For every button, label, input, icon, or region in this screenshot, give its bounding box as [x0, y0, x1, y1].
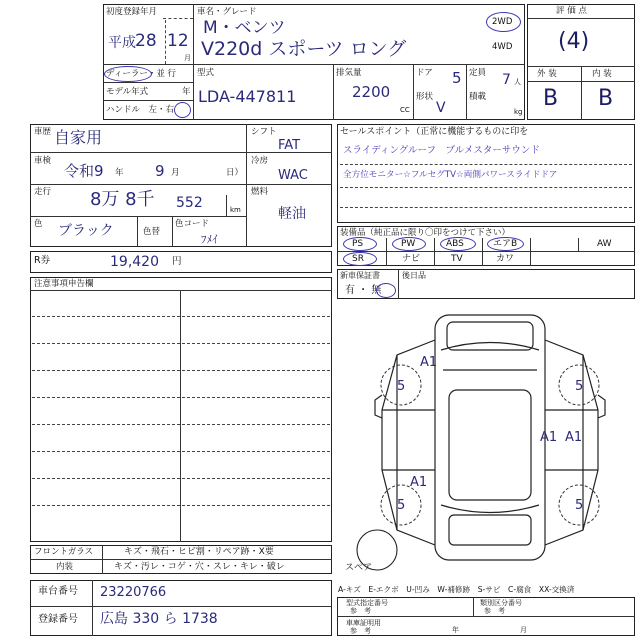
warranty-selected-circle — [376, 283, 396, 298]
displacement-value: 2200 — [352, 83, 391, 101]
mileage-label: 走行 — [34, 187, 52, 197]
mileage-value: 8万 8千 — [90, 189, 155, 210]
warranty-label: 新車保証書 — [340, 271, 380, 280]
handle-circle — [174, 102, 191, 118]
reg-label: 登録番号 — [38, 614, 78, 625]
equip-ps-circle — [343, 237, 377, 251]
warranty-value: 有 ・ 無 — [345, 285, 382, 296]
inspection-month: 9 — [155, 162, 165, 180]
header-block — [103, 4, 525, 120]
equip-pw: PW — [401, 239, 416, 249]
mark-tire-rl: 5 — [397, 498, 406, 513]
equipment-label: 装備品（純正品に限り〇印をつけて下さい） — [340, 228, 511, 238]
doors-value: 5 — [452, 69, 462, 87]
inspection-era: 令和9 — [64, 162, 104, 180]
equip-abs: ABS — [446, 239, 464, 249]
equip-sr: SR — [352, 254, 364, 264]
car-diagram — [337, 300, 635, 580]
aircon-value: WAC — [278, 168, 308, 183]
capacity-value: 7 — [502, 72, 511, 88]
shape-value: V — [436, 100, 446, 116]
sales-point-line-2: 全方位モニター☆フルセグTV☆両側パワースライドドア — [343, 170, 558, 180]
inspection-month-unit: 月 — [171, 168, 180, 178]
shift-label: シフト — [251, 127, 277, 137]
interior-cond-label: 内装 — [56, 562, 74, 572]
dealer-label: ディーラー・並 行 — [106, 69, 177, 79]
sales-points-label: セールスポイント（正常に機能するものに印を — [340, 127, 529, 137]
equip-airbag-circle — [487, 237, 524, 251]
notes-label: 注意事項申告欄 — [34, 279, 94, 289]
mark-a1-right-1: A1 — [540, 430, 558, 445]
model-year-unit: 年 — [182, 87, 191, 97]
inspection-label: 車検 — [34, 156, 52, 166]
cc-unit: CC — [400, 106, 410, 114]
color-value: ブラック — [58, 223, 114, 239]
cat-ref: 参 考 — [484, 607, 505, 615]
type-label: 型式 — [197, 68, 215, 78]
first-reg-month: 12 — [167, 31, 189, 51]
history-value: 自家用 — [54, 128, 103, 147]
glass-label: フロントガラス — [34, 547, 93, 557]
doors-label: ドア — [416, 68, 433, 78]
history-label: 車歴 — [34, 127, 52, 137]
score-label: 評 価 点 — [556, 6, 587, 16]
model-year-label: モデル年式 — [106, 87, 149, 97]
equip-tv: TV — [451, 254, 463, 264]
displacement-label: 排気量 — [336, 68, 362, 78]
equip-aw: AW — [597, 239, 612, 249]
mark-a1-right-2: A1 — [565, 430, 583, 445]
drive-2wd: 2WD — [492, 17, 513, 27]
cert-ref: 参 考 — [350, 627, 371, 635]
load-label: 積載 — [469, 92, 487, 102]
shape-label: 形状 — [416, 92, 434, 102]
car-name: M・ベンツ — [203, 18, 286, 38]
cert-unit-month: 月 — [520, 626, 527, 634]
mark-tire-rr: 5 — [575, 498, 584, 513]
interior-label: 内 装 — [592, 69, 612, 79]
type-spec-label: 型式指定番号 — [346, 599, 388, 607]
type-value: LDA-447811 — [198, 87, 297, 106]
interior-value: B — [598, 86, 614, 111]
car-name-label: 車名・グレード — [197, 7, 257, 17]
capacity-label: 定員 — [469, 68, 487, 78]
fuel-label: 燃料 — [251, 187, 269, 197]
recycle-unit: 円 — [172, 256, 182, 267]
type-spec-ref: 参 考 — [350, 607, 371, 615]
mileage-rest: 552 — [176, 195, 203, 211]
km-unit: km — [230, 206, 241, 214]
mark-a1-front-left: A1 — [420, 355, 438, 370]
chassis-label: 車台番号 — [38, 586, 78, 597]
glass-text: キズ・飛石・ヒビ割・リペア跡・X要 — [124, 547, 274, 557]
mark-tire-fr: 5 — [575, 379, 584, 394]
equip-pw-circle — [392, 237, 426, 251]
fuel-value: 軽油 — [278, 206, 306, 222]
first-reg-label: 初度登録年月 — [106, 7, 158, 17]
inspection-year-unit: 年 — [115, 168, 124, 178]
cat-label: 類別区分番号 — [480, 599, 522, 607]
cert-label: 車庫証明用 — [346, 619, 381, 627]
cert-unit-year: 年 — [452, 626, 459, 634]
first-reg-era: 平成 — [108, 35, 136, 51]
after-parts-label: 後日品 — [402, 271, 426, 280]
drive-4wd: 4WD — [492, 42, 513, 52]
handle-label: ハンドル 左・右 — [106, 105, 175, 115]
color-code-value: ﾌﾒｲ — [201, 233, 218, 246]
reg-value: 広島 330 ら 1738 — [100, 611, 218, 627]
drive-2wd-circle — [486, 12, 521, 32]
load-unit: kg — [514, 108, 523, 116]
first-reg-year: 28 — [135, 31, 157, 51]
equip-abs-circle — [440, 237, 476, 251]
inspection-day-unit: 日） — [226, 168, 244, 178]
aircon-label: 冷房 — [251, 156, 269, 166]
equip-leather: カワ — [496, 254, 515, 264]
shift-value: FAT — [278, 138, 301, 153]
dealer-circle — [104, 66, 152, 82]
exterior-value: B — [543, 86, 559, 111]
color-label: 色 — [34, 219, 43, 229]
score-value: (4) — [558, 29, 590, 54]
mark-tire-fl: 5 — [397, 379, 406, 394]
chassis-value: 23220766 — [100, 585, 167, 600]
capacity-unit: 人 — [514, 78, 521, 86]
car-grade: V220d スポーツ ロング — [201, 38, 407, 60]
color-swap-label: 色替 — [143, 227, 161, 237]
month-unit: 月 — [184, 54, 191, 62]
legend: A-キズ E-エクボ U-凹み W-補修跡 S-サビ C-腐食 XX-交換済 — [338, 585, 575, 594]
recycle-value: 19,420 — [110, 254, 159, 270]
equip-airbag: エアB — [493, 239, 518, 249]
color-code-label: 色コード — [175, 219, 210, 229]
interior-cond-text: キズ・汚レ・コゲ・穴・スレ・キレ・破レ — [114, 562, 285, 572]
recycle-label: R券 — [34, 255, 51, 266]
spare-label: スペア — [345, 563, 373, 573]
mark-a1-rear-left: A1 — [410, 475, 428, 490]
equip-ps: PS — [352, 239, 364, 249]
equip-sr-circle — [343, 252, 377, 266]
sales-point-line-1: スライディングルーフ ブルメスターサウンド — [343, 145, 540, 156]
exterior-label: 外 装 — [537, 69, 557, 79]
equip-navi: ナビ — [402, 254, 421, 264]
